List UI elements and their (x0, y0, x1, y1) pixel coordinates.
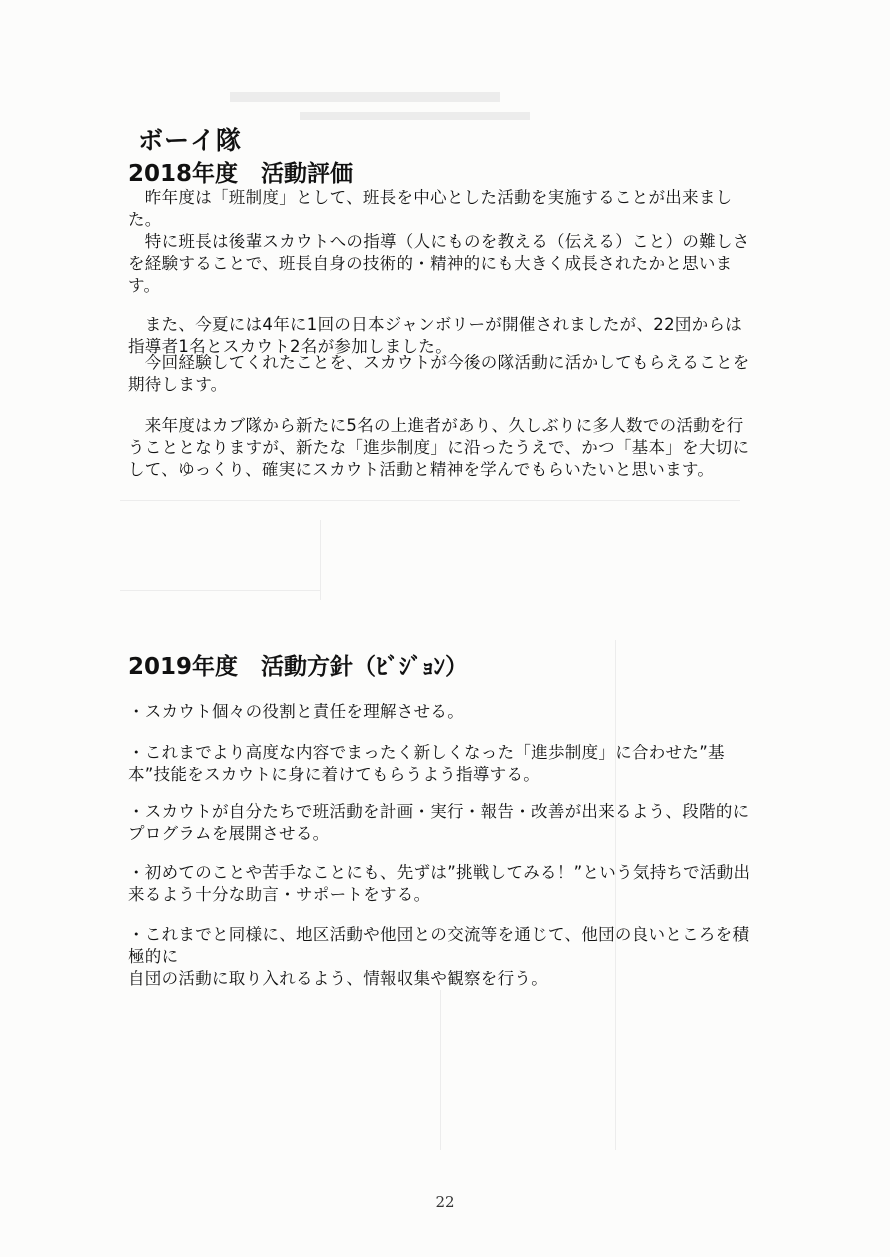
unit-title: ボーイ隊 (138, 126, 243, 155)
paragraph: 特に班長は後輩スカウトへの指導（人にものを教える（伝える）こと）の難しさを経験することで、班長自身の技術的・精神的にも大きく成長されたかと思います。 (128, 232, 750, 295)
policy-bullet-continued: 自団の活動に取り入れるよう、情報収集や観察を行う。 (128, 969, 548, 988)
paragraph: 昨年度は「班制度」として、班長を中心とした活動を実施することが出来ました。 (128, 188, 733, 229)
policy-bullet: ・スカウト個々の役割と責任を理解させる。 (128, 702, 464, 721)
policy-bullet: ・スカウトが自分たちで班活動を計画・実行・報告・改善が出来るよう、段階的にプログラムを展開させる。 (128, 802, 750, 843)
policy-bullet: ・これまでと同様に、地区活動や他団との交流等を通じて、他団の良いところを積極的に (128, 925, 750, 966)
policy-bullet: ・これまでより高度な内容でまったく新しくなった「進歩制度」に合わせた”基本”技能をスカウトに身に着けてもらうよう指導する。 (128, 743, 725, 784)
paragraph: 今回経験してくれたことを、スカウトが今後の隊活動に活かしてもらえることを期待します。 (128, 353, 750, 394)
section-2019-heading: 2019年度 活動方針（ﾋﾞｼﾞｮﾝ） (128, 654, 469, 680)
policy-bullet: ・初めてのことや苦手なことにも、先ずは”挑戦してみる！”という気持ちで活動出来るよう十分な助言・サポートをする。 (128, 863, 751, 904)
page-number: 22 (435, 1193, 455, 1211)
section-2018-heading: 2018年度 活動評価 (128, 161, 354, 187)
paragraph: また、今夏には4年に1回の日本ジャンボリーが開催されましたが、22団からは指導者1名とスカウト2名が参加しました。 (128, 315, 743, 356)
paragraph: 来年度はカブ隊から新たに5名の上進者があり、久しぶりに多人数での活動を行うこととなりますが、新たな「進歩制度」に沿ったうえで、かつ「基本」を大切にして、ゆっくり、確実にスカウト活動と精神を学んでもらいたいと思います。 (128, 416, 750, 479)
